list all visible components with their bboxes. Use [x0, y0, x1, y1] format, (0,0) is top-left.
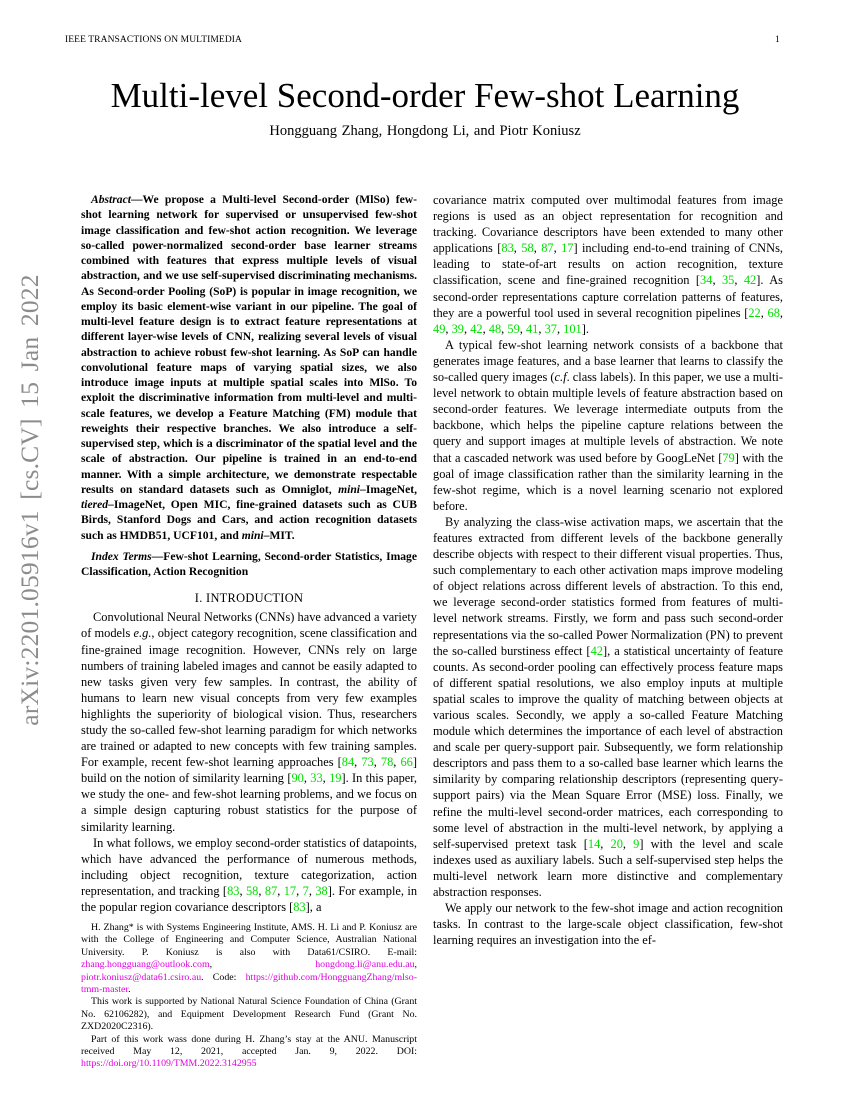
arxiv-stamp: [10, 274, 50, 726]
text: ] with the goal of image classification rather than the similarity learning in the few-shot regime, which is a novel learning scenario not explored before.: [433, 450, 783, 513]
citation-link[interactable]: 42: [590, 643, 603, 658]
email-link-zhang[interactable]: zhang.hongguang@outlook.com: [81, 959, 210, 971]
intro-paragraph-1: [81, 609, 417, 834]
abstract-dash: —: [130, 193, 143, 206]
citation-link[interactable]: 58: [245, 883, 259, 898]
citation-link[interactable]: 48: [488, 321, 502, 336]
code-link[interactable]: https://github.com/HongguangZhang/mlso-tmm-master: [81, 971, 417, 996]
footnote-affiliations: [81, 922, 417, 996]
text: ]. For example, in the popular region covariance descriptors [: [81, 883, 418, 915]
citation-link[interactable]: 78: [380, 755, 394, 770]
citation-link[interactable]: 79: [722, 450, 735, 465]
text: .: [128, 984, 131, 996]
citation-link[interactable]: 59: [507, 321, 520, 336]
citation-link[interactable]: 17: [283, 883, 297, 898]
left-column: [81, 192, 417, 915]
section-number: I.: [194, 591, 206, 606]
abstract-label: Abstract: [91, 193, 131, 206]
text: ]. In this paper, we study the one- and few-shot learning problems, and we focus on a simple design capturing robust statistics for the purpose of similarity learning.: [81, 771, 417, 834]
citation-link[interactable]: 17: [561, 241, 574, 256]
section-heading-introduction: [81, 590, 417, 606]
paper-title: Multi-level Second-order Few-shot Learning: [110, 76, 740, 115]
text: ], a: [305, 900, 322, 915]
citation-link[interactable]: 42: [470, 321, 483, 336]
index-terms-label: Index Terms: [91, 549, 152, 563]
text: H. Zhang* is with Systems Engineering Institute, AMS. H. Li and P. Koniusz are with the College of Engineering and Computer Science, Australian National University. P. Koniusz is also with Data61/CSIRO. E-mail:: [81, 922, 417, 958]
text: covariance matrix computed over multimodal features from image regions is used as an object representation for recognition and tracking. Covariance descriptors have been extended to many other applications [: [433, 193, 783, 256]
citation-link[interactable]: 58: [521, 241, 534, 256]
running-head: IEEE TRANSACTIONS ON MULTIMEDIA: [65, 35, 242, 45]
citation-link[interactable]: 33: [310, 771, 323, 786]
paper-authors: Hongguang Zhang, Hongdong Li, and Piotr Koniusz: [269, 123, 581, 139]
citation-link[interactable]: 19: [329, 771, 342, 786]
citation-link[interactable]: 87: [264, 883, 278, 898]
citation-link[interactable]: 39: [451, 321, 464, 336]
page-number: 1: [775, 35, 780, 45]
section-title-rest: NTRODUCTION: [210, 591, 304, 606]
email-link-koniusz[interactable]: piotr.koniusz@data61.csiro.au: [81, 971, 202, 983]
abstract-text-4: –MIT.: [263, 528, 295, 542]
citation-link[interactable]: 87: [541, 241, 554, 256]
citation-link[interactable]: 101: [563, 321, 582, 336]
email-link-li[interactable]: hongdong.li@anu.edu.au: [315, 959, 415, 971]
footnote-funding: This work is supported by National Natural Science Foundation of China (Grant No. 62106282), and Equipment Development Research Fund (Grant No. ZXD2020C2316).: [81, 996, 417, 1033]
intro-paragraph-3: [433, 192, 783, 337]
intro-paragraph-4: [433, 337, 783, 514]
citation-group: 22, 68, 49, 39, 42, 48, 59, 41, 37, 101: [433, 305, 783, 336]
intro-paragraph-6: [433, 900, 783, 948]
index-terms-dash: —: [151, 549, 164, 563]
citation-link[interactable]: 83: [501, 241, 514, 256]
citation-link[interactable]: 73: [361, 755, 374, 770]
abstract-mini-2: mini: [241, 528, 264, 542]
citation-link[interactable]: 84: [341, 755, 355, 770]
text: ] including end-to-end training of CNNs, leading to state-of-art results on action recognition, texture classification, scene and fine-grained recognition [: [433, 241, 783, 288]
arxiv-stamp-text: arXiv:2201.05916v1 [cs.CV] 15 Jan 2022: [15, 274, 44, 726]
abstract-mini: mini: [338, 482, 361, 496]
citation-link[interactable]: 37: [544, 321, 557, 336]
text: . class labels). In this paper, we use a multi-level network to obtain multiple levels of feature abstraction based on second-order features. We leverage intermediate outputs from the backbone, which helps the pipeline capture relations between the query and support images at multiple levels of abstraction. We note that a cascaded network was used before by GoogLeNet [: [433, 370, 784, 465]
citation-group: 14, 20, 9: [587, 836, 640, 851]
abstract-text-1: We propose a Multi-level Second-order (MlSo) few-shot learning network for supervised or unsupervised few-shot image classification and few-shot action recognition. We leverage so-called power-normalized second-order base learner streams combined with features that express multiple levels of visual abstraction, and we use self-supervised discriminating mechanisms. As Second-order Pooling (SoP) is popular in image recognition, we employ its basic element-wise variant in our pipeline. The goal of multi-level feature design is to extract feature representations at different layer-wise levels of CNN, realizing several levels of visual abstraction to achieve robust few-shot learning. As SoP can handle convolutional feature maps of varying spatial sizes, we also introduce image inputs at multiple spatial scales into MlSo. To exploit the discriminative information from multi-level and multi-scale features, we develop a Feature Matching (FM) module that reweights their respective branches. We also introduce a self-supervised step, which is a discriminator of the spatial level and the scale of abstraction. Our pipeline is trained in an end-to-end manner. With a simple architecture, we demonstrate respectable results on standard datasets such as Omniglot,: [81, 193, 417, 496]
text: ], a statistical uncertainty of feature counts. As second-order pooling can effectively process feature maps of different spatial resolutions, we also employ inputs at multiple spatial scales to improve the quality of matching between objects at various scales. Secondly, we apply a so-called Feature Matching module which determines the importance of each level of abstraction and scale per query-support pair. Subsequently, we form relationship descriptors and pass them to a so-called base learner which learns the similarity by comparing relationship descriptors (representing query-support pairs) via the Mean Square Error (MSE) loss. Finally, we refine the multi-level second-order matrices, each corresponding to some level of abstraction in the multi-level network, by applying a self-supervised pretext task [: [433, 643, 783, 851]
abstract-tiered: tiered: [81, 498, 109, 511]
text: Convolutional Neural Networks (CNNs) have advanced a variety of models: [81, 610, 417, 641]
text: In what follows, we employ second-order statistics of datapoints, which have advanced the performance of numerous methods, including object recognition, texture categorization, action representation, and tracking [: [81, 835, 417, 898]
text-cf: c.f: [554, 370, 567, 385]
citation-group: 83, 58, 87, 17, 7, 38: [227, 883, 328, 898]
text-eg: e.g.: [133, 626, 152, 641]
citation-group: 83, 58, 87, 17: [501, 241, 574, 256]
footnotes: [81, 922, 417, 1071]
citation-link[interactable]: 34: [700, 273, 713, 288]
text: Part of this work wass done during H. Zhang’s stay at the ANU. Manuscript received May 12, 2021, accepted Jan. 9, 2022. DOI:: [81, 1033, 417, 1058]
citation-link[interactable]: 14: [587, 836, 601, 851]
citation-link[interactable]: 20: [610, 836, 623, 851]
citation-group: [591, 644, 603, 658]
abstract-text-3: –ImageNet, Open MIC, fine-grained datasets such as CUB Birds, Stanford Dogs and Cars, and action recognition datasets such as HMDB51, UCF101, and: [81, 498, 417, 542]
citation-group: [293, 900, 305, 914]
footnote-manuscript: [81, 1034, 417, 1071]
citation-link[interactable]: 66: [400, 755, 413, 770]
citation-link[interactable]: 42: [743, 273, 757, 288]
citation-link[interactable]: 49: [433, 321, 446, 336]
text: . Code:: [201, 971, 246, 983]
text: A typical few-shot learning network consists of a backbone that generates image features, and a base learner that learns to classify the so-called query images (: [433, 337, 783, 385]
citation-link[interactable]: 90: [291, 771, 304, 786]
citation-link[interactable]: 83: [293, 900, 306, 915]
section-first-letter: I: [206, 591, 211, 606]
text: ,: [209, 959, 316, 971]
citation-group: 84, 73, 78, 66: [341, 755, 413, 770]
citation-link[interactable]: 83: [227, 883, 240, 898]
citation-link[interactable]: 22: [748, 305, 761, 320]
citation-link[interactable]: 41: [525, 321, 539, 336]
text: ] build on the notion of similarity learning [: [81, 755, 417, 786]
text: ,: [414, 959, 417, 971]
citation-link[interactable]: 35: [721, 273, 735, 288]
citation-group: 34, 35, 42: [700, 273, 757, 288]
citation-link[interactable]: 9: [633, 836, 640, 851]
text: ] with the level and scale indexes used as auxiliary labels. Such a self-supervised step helps the multi-level network learn more distinctive and complementary abstraction responses.: [433, 836, 784, 900]
citation-group: 90, 33, 19: [291, 771, 342, 786]
intro-paragraph-5: [433, 514, 783, 900]
text: ].: [581, 321, 589, 336]
text: By analyzing the class-wise activation maps, we ascertain that the features extracted from different levels of the backbone generally describe objects with respect to their different visual properties. Thus, such complementary to each other activation maps improve modeling of object relations across different levels of abstraction. To this end, we leverage second-order statistics formed from features of multi-level network streams. Firstly, we form and pass such second-order representations via the so-called Power Normalization (PN) to prevent the so-called burstiness effect [: [433, 514, 783, 658]
citation-group: [722, 451, 734, 465]
intro-paragraph-2: [81, 835, 417, 915]
index-terms-text: Few-shot Learning, Second-order Statistics, Image Classification, Action Recognition: [81, 549, 417, 578]
text: ]. As second-order representations capture correlation patterns of features, they are a powerful tool used in several recognition pipelines [: [433, 273, 783, 320]
abstract-text-2: –ImageNet,: [360, 482, 417, 496]
doi-link[interactable]: https://doi.org/10.1109/TMM.2022.3142955: [81, 1058, 257, 1070]
text: , object category recognition, scene classification and fine-grained image recognition. However, CNNs rely on large numbers of training labeled images and cannot be easily adapted to new tasks given very few samples. In contrast, the ability of humans to learn new visual concepts from very few examples highlights the superiority of biological vision. Thus, researchers study the so-called few-shot learning paradigm for which networks are trained or adapted to new concepts with few training samples. For example, recent few-shot learning approaches [: [81, 626, 417, 770]
right-column: [433, 192, 783, 948]
citation-link[interactable]: 68: [767, 305, 780, 320]
citation-link[interactable]: 7: [302, 883, 309, 898]
abstract: [81, 192, 417, 543]
citation-link[interactable]: 38: [315, 883, 328, 898]
text: We apply our network to the few-shot image and action recognition tasks. In contrast to the large-scale object classification, few-shot learning requires an investigation into the ef-: [433, 901, 783, 948]
index-terms: [81, 549, 417, 580]
